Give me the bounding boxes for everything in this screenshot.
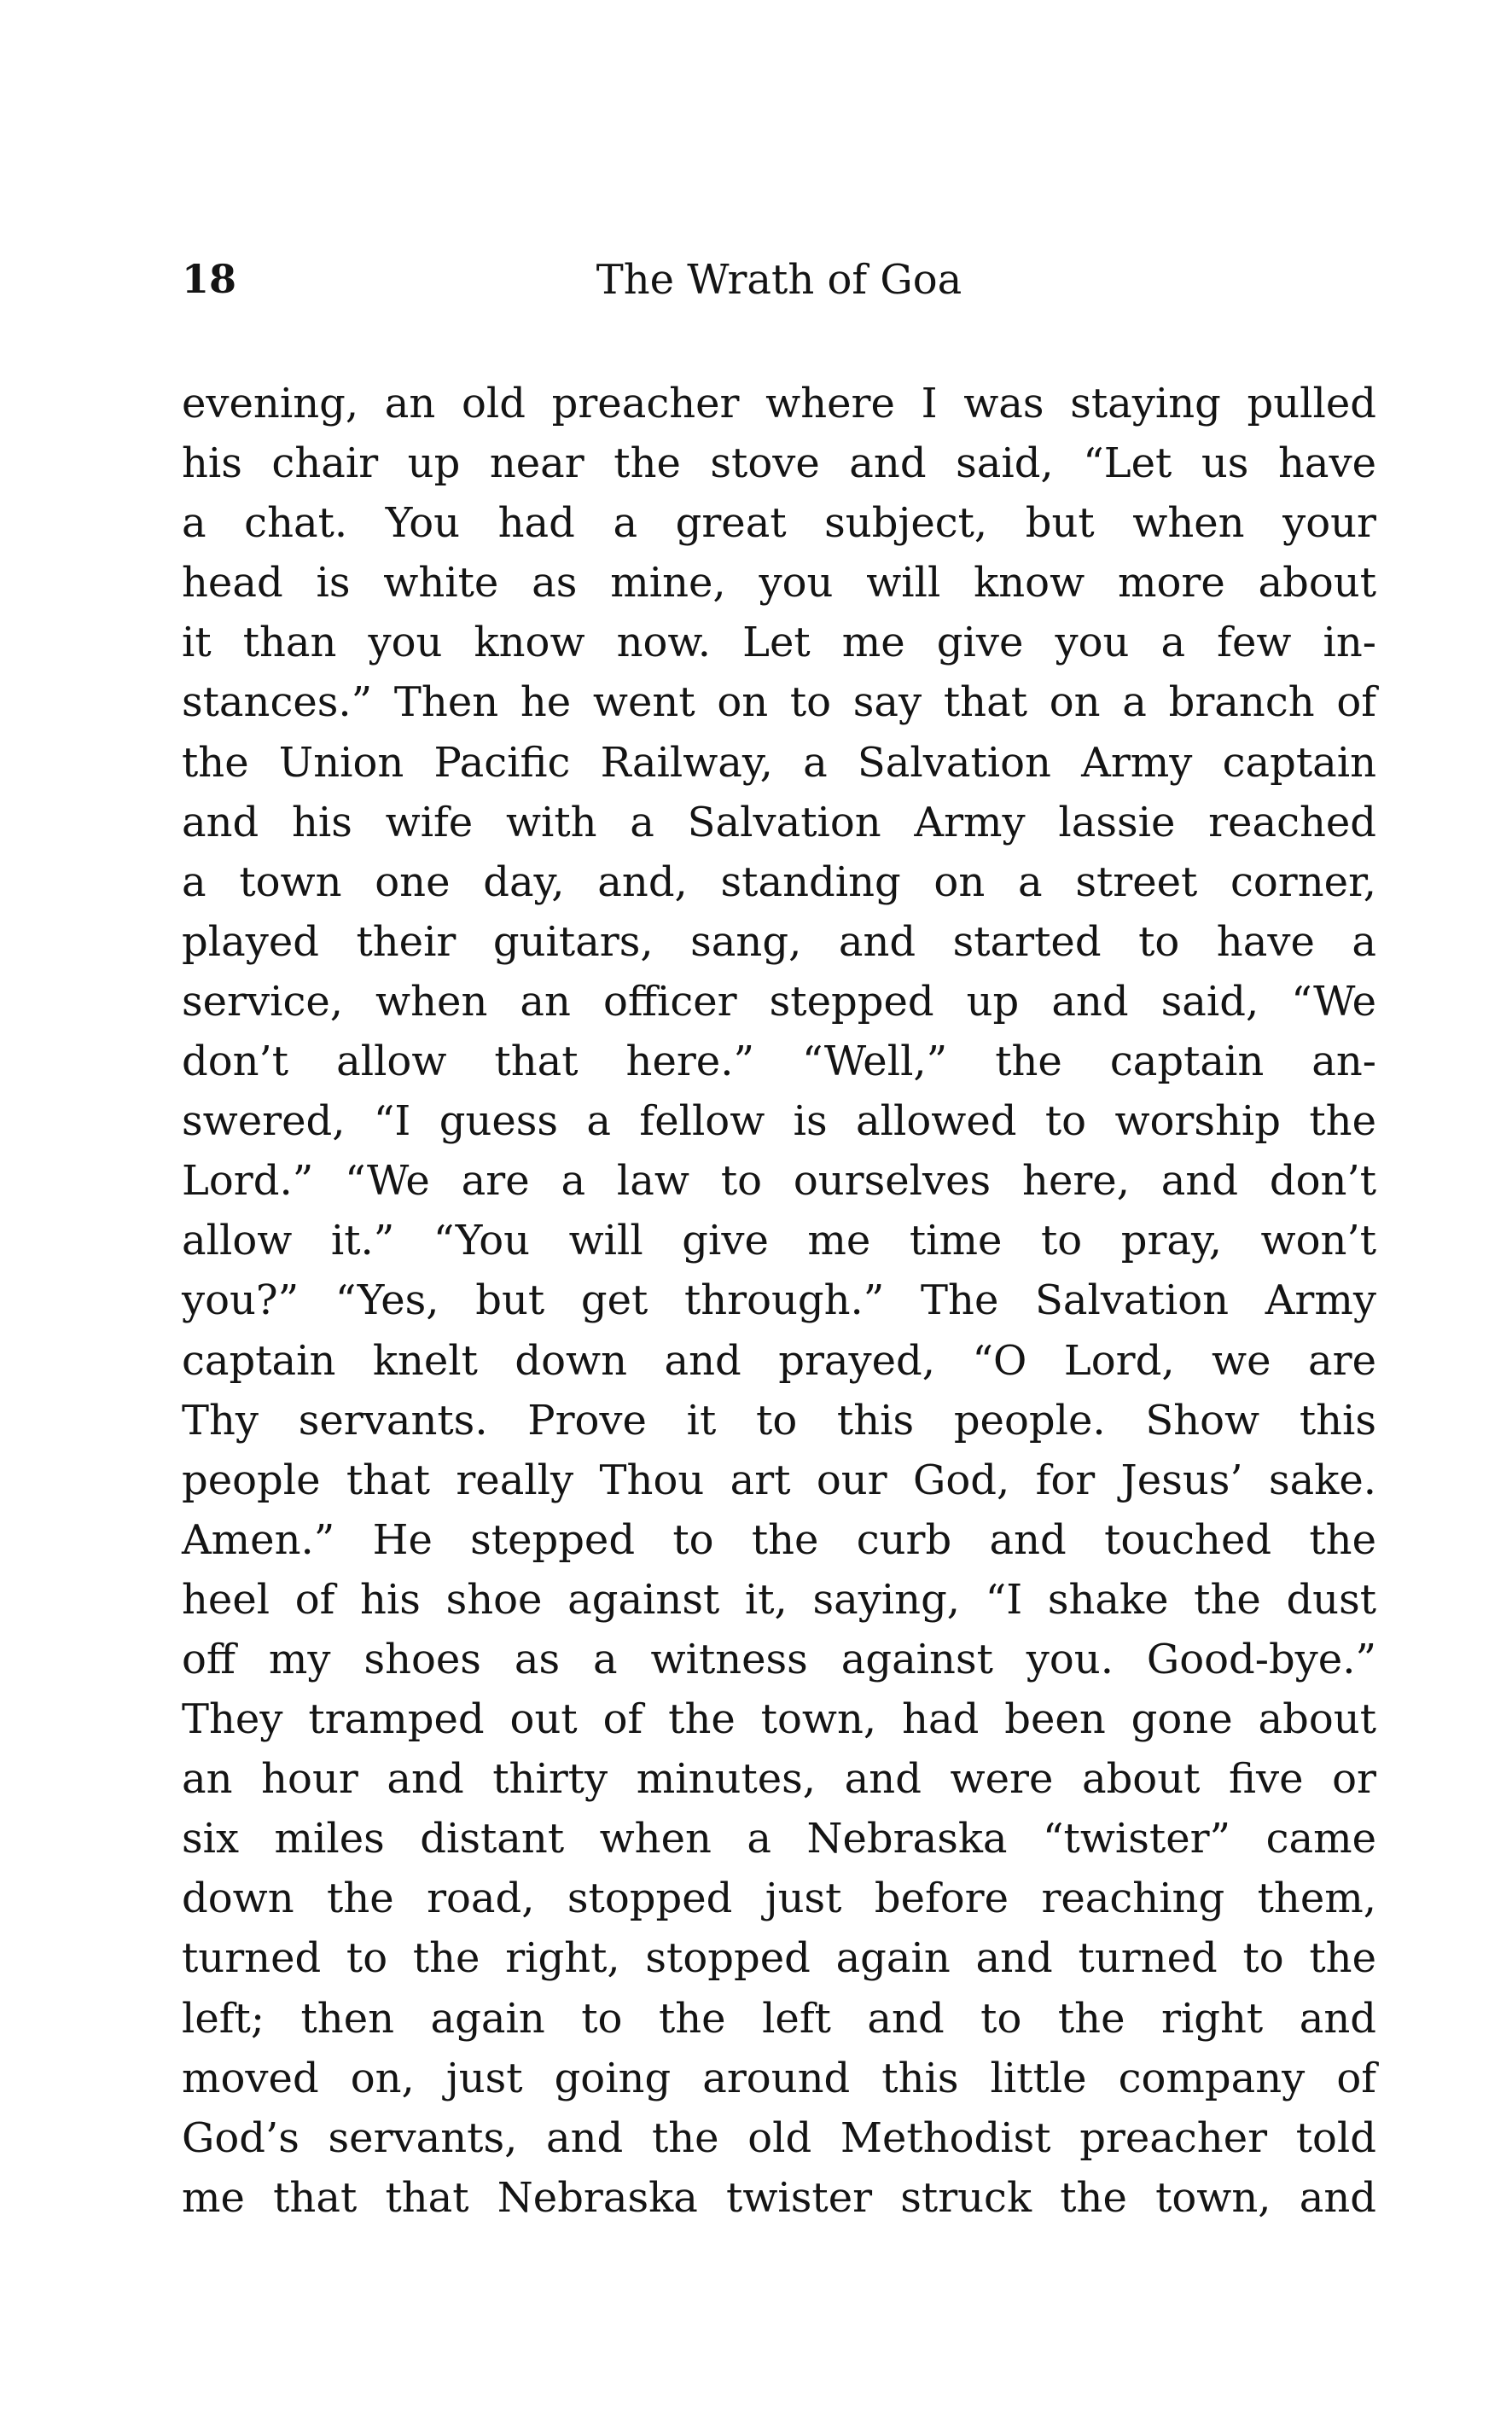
text-line: head is white as mine, you will know more about	[182, 559, 1376, 607]
text-line: stances.” Then he went on to say that on a branch of	[182, 678, 1376, 727]
text-line: heel of his shoe against it, saying, “I shake the dust	[182, 1575, 1376, 1624]
text-line: Lord.” “We are a law to ourselves here, and don’t	[182, 1157, 1376, 1206]
text-line: you?” “Yes, but get through.” The Salvation Army	[182, 1276, 1376, 1325]
text-line: swered, “I guess a fellow is allowed to worship the	[182, 1097, 1376, 1146]
text-line: six miles distant when a Nebraska “twister” came	[182, 1815, 1376, 1863]
text-line: captain knelt down and prayed, “O Lord, we are	[182, 1336, 1376, 1385]
text-line: a town one day, and, standing on a street corner,	[182, 857, 1376, 906]
text-line: me that that Nebraska twister struck the town, and	[182, 2173, 1376, 2222]
text-line: allow it.” “You will give me time to pray, won’t	[182, 1217, 1376, 1265]
text-line: evening, an old preacher where I was staying pulled	[182, 380, 1376, 427]
page-number: 18	[182, 256, 237, 302]
text-line: played their guitars, sang, and started to have a	[182, 917, 1376, 966]
text-line: turned to the right, stopped again and turned to the	[182, 1934, 1376, 1983]
text-line: down the road, stopped just before reaching them,	[182, 1875, 1376, 1923]
text-line: Thy servants. Prove it to this people. Show this	[182, 1396, 1376, 1445]
text-line: the Union Pacific Railway, a Salvation Army captain	[182, 738, 1376, 787]
text-line: his chair up near the stove and said, “Let us have	[182, 439, 1376, 488]
text-line: and his wife with a Salvation Army lassie reached	[182, 798, 1376, 846]
text-line: God’s servants, and the old Methodist preacher told	[182, 2113, 1376, 2162]
text-line: moved on, just going around this little company of	[182, 2054, 1376, 2102]
text-line: people that really Thou art our God, for Jesus’ sake.	[182, 1456, 1376, 1504]
body-text	[182, 374, 1376, 2228]
text-line: an hour and thirty minutes, and were about five or	[182, 1755, 1376, 1804]
page-header	[182, 256, 1376, 316]
text-line: service, when an officer stepped up and said, “We	[182, 977, 1376, 1026]
text-line: Amen.” He stepped to the curb and touched the	[182, 1515, 1376, 1564]
text-line: off my shoes as a witness against you. Good-bye.”	[182, 1635, 1376, 1683]
text-line: left; then again to the left and to the right and	[182, 1994, 1376, 2043]
text-line: They tramped out of the town, had been gone about	[182, 1695, 1376, 1744]
text-line: a chat. You had a great subject, but when your	[182, 499, 1376, 548]
text-line: it than you know now. Let me give you a few in-	[182, 619, 1376, 667]
text-line: don’t allow that here.” “Well,” the captain an-	[182, 1038, 1376, 1086]
running-title: The Wrath of Goa	[596, 256, 962, 304]
